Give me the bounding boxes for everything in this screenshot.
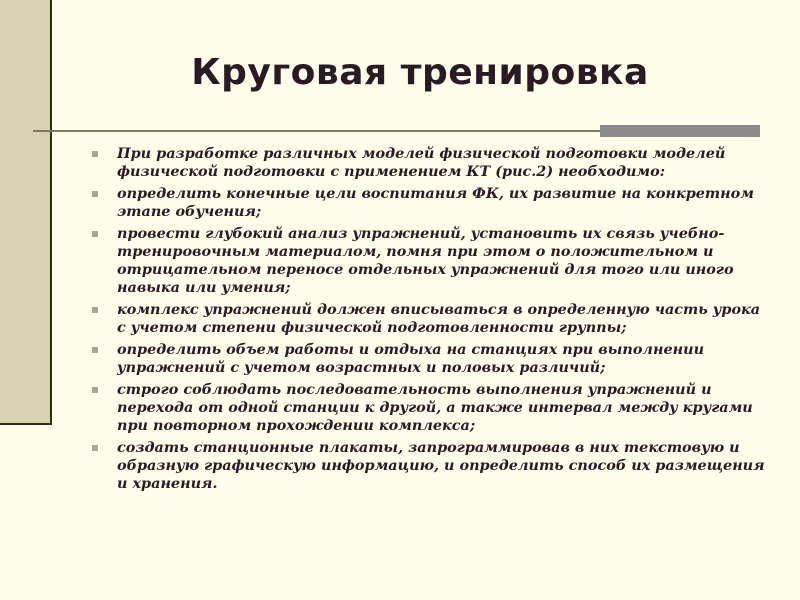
slide-title: Круговая тренировка <box>191 52 649 93</box>
bullet-text: комплекс упражнений должен вписываться в определенную часть урока с учетом степени физической подготовленности группы; <box>117 301 761 336</box>
bullet-square-icon <box>92 151 98 157</box>
bullet-text: При разработке различных моделей физической подготовки моделей физической подготовки с применением КТ (рис.2) необходимо: <box>117 145 726 180</box>
list-item <box>92 301 772 337</box>
bullet-square-icon <box>92 307 98 313</box>
list-item <box>92 145 772 181</box>
list-item <box>92 439 772 493</box>
bullet-text: строго соблюдать последовательность выполнения упражнений и перехода от одной станции к другой, а также интервал между кругами при повторном прохождении комплекса; <box>117 381 753 434</box>
bullet-square-icon <box>92 231 98 237</box>
bullet-square-icon <box>92 347 98 353</box>
list-item <box>92 225 772 297</box>
bullet-square-icon <box>92 191 98 197</box>
bullet-text: провести глубокий анализ упражнений, установить их связь учебно-тренировочным материалом, помня при этом о положительном и отрицательном переносе отдельных упражнений для того или иного навыка или умения; <box>117 225 734 296</box>
bullet-square-icon <box>92 445 98 451</box>
bullet-text: определить конечные цели воспитания ФК, их развитие на конкретном этапе обучения; <box>117 185 754 220</box>
bullet-list <box>92 145 772 497</box>
list-item <box>92 381 772 435</box>
bullet-square-icon <box>92 387 98 393</box>
list-item <box>92 341 772 377</box>
bullet-text: определить объем работы и отдыха на станциях при выполнении упражнений с учетом возрастных и половых различий; <box>117 341 705 376</box>
list-item <box>92 185 772 221</box>
bullet-text: создать станционные плакаты, запрограммировав в них текстовую и образную графическую информацию, и определить способ их размещения и хранения. <box>117 439 765 492</box>
title-accent-bar <box>600 125 760 137</box>
